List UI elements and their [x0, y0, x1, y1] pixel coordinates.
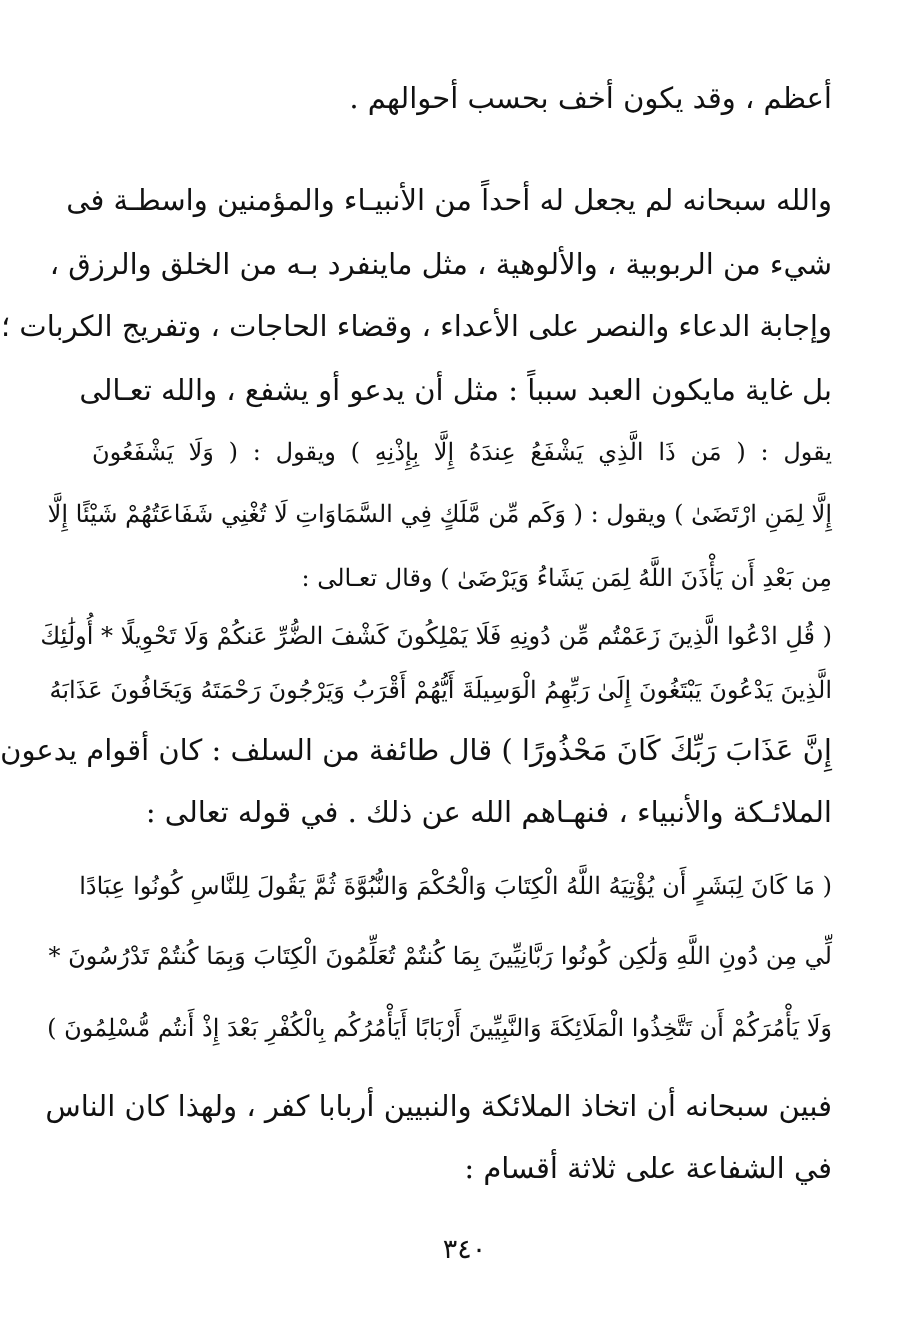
verse-line-3: ( مَا كَانَ لِبَشَرٍ أَن يُؤْتِيَهُ اللَّهُ الْكِتَابَ وَالْحُكْمَ وَالنُّبُوَّةَ ثُمَّ يَقُولَ لِلنَّاسِ كُونُوا عِبَادًا [79, 872, 832, 900]
text-line-5: بل غاية مايكون العبد سبباً : مثل أن يدعو أو يشفع ، والله تعـالى [79, 373, 832, 407]
text-line-11: فبين سبحانه أن اتخاذ الملائكة والنبيين أربابا كفر ، ولهذا كان الناس [45, 1089, 832, 1123]
text-line-7: إِلَّا لِمَنِ ارْتَضَىٰ ) ويقول : ( وَكَم مِّن مَّلَكٍ فِي السَّمَاوَاتِ لَا تُغْنِي شَفَاعَتُهُمْ شَيْئًا إِلَّا [47, 500, 832, 528]
page-number: ٣٤٠ [442, 1234, 487, 1265]
text-line-4: وإجابة الدعاء والنصر على الأعداء ، وقضاء الحاجات ، وتفريج الكربات ؛ [0, 309, 832, 343]
text-line-9: إِنَّ عَذَابَ رَبِّكَ كَانَ مَحْذُورًا ) قال طائفة من السلف : كان أقوام يدعون [0, 733, 832, 767]
text-line-10: الملائـكة والأنبياء ، فنهـاهم الله عن ذلك . في قوله تعالى : [145, 795, 832, 829]
verse-line-5: وَلَا يَأْمُرَكُمْ أَن تَتَّخِذُوا الْمَلَائِكَةَ وَالنَّبِيِّينَ أَرْبَابًا أَيَأْمُرُكُم بِالْكُفْرِ بَعْدَ إِذْ أَنتُم مُّسْلِمُونَ ) [47, 1014, 832, 1042]
verse-line-1: ( قُلِ ادْعُوا الَّذِينَ زَعَمْتُم مِّن دُونِهِ فَلَا يَمْلِكُونَ كَشْفَ الضُّرِّ عَنكُمْ وَلَا تَحْوِيلًا * أُولَٰئِكَ [40, 622, 832, 650]
text-line-12: في الشفاعة على ثلاثة أقسام : [464, 1151, 832, 1185]
text-line-6: يقول : ( مَن ذَا الَّذِي يَشْفَعُ عِندَهُ إِلَّا بِإِذْنِهِ ) ويقول : ( وَلَا يَشْفَعُونَ [92, 438, 832, 466]
text-line-8: مِن بَعْدِ أَن يَأْذَنَ اللَّهُ لِمَن يَشَاءُ وَيَرْضَىٰ ) وقال تعـالى : [301, 564, 832, 592]
verse-line-2: الَّذِينَ يَدْعُونَ يَبْتَغُونَ إِلَىٰ رَبِّهِمُ الْوَسِيلَةَ أَيُّهُمْ أَقْرَبُ وَيَرْجُونَ رَحْمَتَهُ وَيَخَافُونَ عَذَابَهُ [49, 676, 832, 704]
text-line-3: شيء من الربوبية ، والألوهية ، مثل ماينفرد بـه من الخلق والرزق ، [49, 247, 832, 281]
verse-line-4: لِّي مِن دُونِ اللَّهِ وَلَٰكِن كُونُوا رَبَّانِيِّينَ بِمَا كُنتُمْ تُعَلِّمُونَ الْكِتَابَ وَبِمَا كُنتُمْ تَدْرُسُونَ * [48, 942, 832, 970]
text-line-1: أعظم ، وقد يكون أخف بحسب أحوالهم . [349, 81, 832, 115]
text-line-2: والله سبحانه لم يجعل له أحداً من الأنبيـاء والمؤمنين واسطـة فى [66, 183, 832, 217]
